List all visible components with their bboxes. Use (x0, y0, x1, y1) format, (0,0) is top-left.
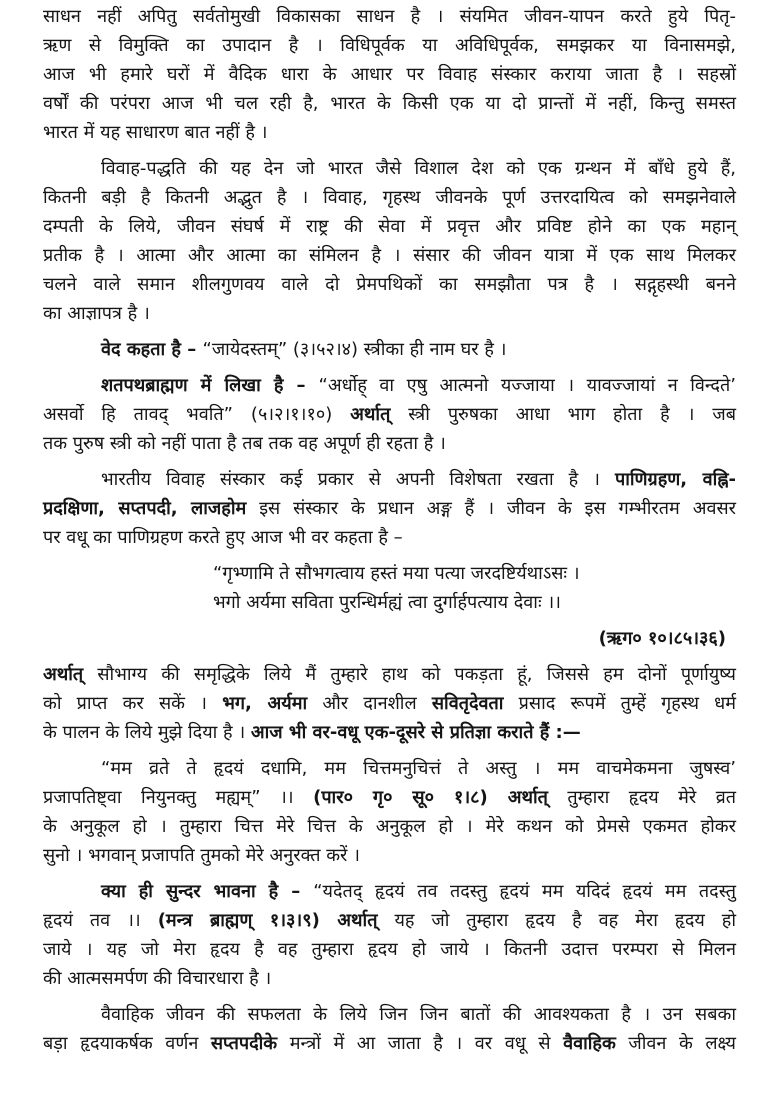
bold-text: (मन्त्र ब्राह्मण् १।३।९) अर्थात् (157, 910, 378, 931)
text-segment: और दानशील (307, 693, 432, 714)
paragraph (43, 877, 736, 993)
bold-text: वेद कहता है – (101, 339, 203, 360)
text-line (43, 754, 736, 783)
text-segment: स्त्री पुरुषका आधा भाग होता है । जब (390, 404, 736, 425)
bold-text: प्रदक्षिणा, सप्तपदी, लाजहोम (43, 498, 247, 519)
bold-text: क्या ही सुन्दर भावना है – (101, 881, 314, 902)
text-line (43, 935, 736, 964)
bold-text: (पार० गृ० सू० १।८) अर्थात् (313, 787, 548, 808)
text-segment: प्रसाद रूपमें तुम्हें गृहस्थ धर्म (503, 693, 736, 714)
paragraph (43, 2, 736, 147)
paragraph (43, 1000, 736, 1058)
text-line (43, 718, 736, 747)
text-segment: असर्वो हि तावद् भवति” (५।२।१।१०) (43, 404, 351, 425)
bold-text: सप्तपदीके (210, 1033, 278, 1054)
text-segment: हृदयं तव ।। (43, 910, 158, 931)
paragraph (43, 371, 736, 458)
text-segment: पर वधू का पाणिग्रहण करते हुए आज भी वर कहता है – (43, 527, 403, 548)
text-line (43, 624, 736, 653)
text-segment: मन्त्रों में आ जाता है । वर वधू से (277, 1033, 564, 1054)
text-line (43, 783, 736, 812)
text-segment: भारत में यह साधारण बात नहीं है । (43, 122, 268, 143)
bold-text: अर्थात् (350, 404, 391, 425)
text-line (43, 906, 736, 935)
text-line (43, 299, 736, 328)
text-segment: चलने वाले समान शीलगुणवय वाले दो प्रेमपथिकों का समझौता पत्र है । सद्गृहस्थी बनने (43, 274, 736, 295)
text-segment: दम्पती के लिये, जीवन संघर्ष में राष्ट्र की सेवा में प्रवृत्त और प्रविष्ट होने का एक महान् (43, 216, 736, 237)
text-line (43, 400, 736, 429)
text-segment: “गृभ्णामि ते सौभगत्वाय हस्तं मया पत्या जरदष्टिर्यथाऽसः । (213, 563, 580, 584)
text-segment: प्रतीक है । आत्मा और आत्मा का संमिलन है । संसार की जीवन यात्रा में एक साथ मिलकर (43, 245, 736, 266)
bold-text: वैवाहिक (563, 1033, 616, 1054)
text-line (43, 964, 736, 993)
text-segment: तक पुरुष स्त्री को नहीं पाता है तब तक वह अपूर्ण ही रहता है । (43, 433, 446, 454)
verse-block (43, 559, 736, 617)
text-line (43, 523, 736, 552)
text-line (43, 877, 736, 906)
bold-text: अर्थात् (43, 664, 84, 685)
citation (43, 624, 736, 653)
text-line (43, 588, 736, 617)
bold-text: सवितृदेवता (431, 693, 504, 714)
text-line (43, 118, 736, 147)
text-segment: “यदेतद् हृदयं तव तदस्तु हृदयं मम यदिदं हृदयं मम तदस्तु (313, 881, 736, 902)
text-segment: बड़ा हृदयाकर्षक वर्णन (43, 1033, 211, 1054)
text-segment: वर्षों की परंपरा आज भी चल रही है, भारत के किसी एक या दो प्रान्तों में नहीं, किन्तु समस्त (43, 93, 736, 114)
text-segment: की आत्मसमर्पण की विचारधारा है । (43, 968, 272, 989)
text-line (43, 212, 736, 241)
text-line (43, 154, 736, 183)
text-segment: को प्राप्त कर सकें । (43, 693, 223, 714)
document-page (43, 2, 736, 1065)
text-line (43, 689, 736, 718)
paragraph (43, 465, 736, 552)
text-line (43, 31, 736, 60)
text-line (43, 241, 736, 270)
bold-text: भग, अर्यमा (222, 693, 308, 714)
text-line (43, 335, 736, 364)
text-line (43, 270, 736, 299)
text-line (43, 660, 736, 689)
text-line (43, 60, 736, 89)
text-line (43, 1029, 736, 1058)
paragraph (43, 154, 736, 328)
text-line (43, 183, 736, 212)
text-line (43, 89, 736, 118)
text-line (43, 465, 736, 494)
text-segment: तुम्हारा हृदय मेरे व्रत (547, 787, 736, 808)
text-segment: भारतीय विवाह संस्कार कई प्रकार से अपनी विशेषता रखता है । (101, 469, 615, 490)
text-segment: प्रजापतिष्ट्वा नियुनक्तु मह्यम्” ।। (43, 787, 314, 808)
text-segment: सुनो । भगवान् प्रजापति तुमको मेरे अनुरक्त करें । (43, 845, 360, 866)
bold-text: पाणिग्रहण, वह्नि- (615, 469, 736, 490)
text-segment: जीवन के लक्ष्य (615, 1033, 736, 1054)
text-segment: “जायेदस्तम्” (३।५२।४) स्त्रीका ही नाम घर है । (202, 339, 507, 360)
text-line (43, 2, 736, 31)
text-segment: आज भी हमारे घरों में वैदिक धारा के आधार पर विवाह संस्कार कराया जाता है । सहस्रों (43, 64, 736, 85)
text-line (43, 494, 736, 523)
bold-text: आज भी वर-वधू एक-दूसरे से प्रतिज्ञा कराते हैं :— (250, 722, 581, 743)
text-segment: “अर्धोह् वा एषु आत्मनो यज्जाया । यावज्जायां न विन्दते’ (318, 375, 736, 396)
text-segment: यह जो तुम्हारा हृदय है वह मेरा हृदय हो (377, 910, 736, 931)
text-line (43, 559, 736, 588)
bold-text: (ऋग० १०।८५।३६) (598, 628, 726, 649)
paragraph (43, 660, 736, 747)
text-line (43, 429, 736, 458)
paragraph (43, 754, 736, 870)
text-line (43, 812, 736, 841)
text-segment: भगो अर्यमा सविता पुरन्धिर्मह्यं त्वा दुर्गार्हपत्याय देवाः ।। (213, 592, 561, 613)
text-segment: “मम व्रते ते हृदयं दधामि, मम चित्तमनुचित्तं ते अस्तु । मम वाचमेकमना जुषस्व’ (101, 758, 736, 779)
text-segment: साधन नहीं अपितु सर्वतोमुखी विकासका साधन है । संयमित जीवन-यापन करते हुये पितृ- (43, 6, 736, 27)
text-segment: जाये । यह जो मेरा हृदय है वह तुम्हारा हृदय हो जाये । कितनी उदात्त परम्परा से मिलन (43, 939, 736, 960)
text-segment: सौभाग्य की समृद्धिके लिये मैं तुम्हारे हाथ को पकड़ता हूं, जिससे हम दोनों पूर्णायुष्य (83, 664, 736, 685)
text-line (43, 841, 736, 870)
text-segment: इस संस्कार के प्रधान अङ्ग हैं । जीवन के इस गम्भीरतम अवसर (246, 498, 737, 519)
text-segment: वैवाहिक जीवन की सफलता के लिये जिन जिन बातों की आवश्यकता है । उन सबका (101, 1004, 736, 1025)
text-segment: विवाह-पद्धति की यह देन जो भारत जैसे विशाल देश को एक ग्रन्थन में बाँधे हुये हैं, (101, 158, 736, 179)
text-segment: कितनी बड़ी है कितनी अद्भुत है । विवाह, गृहस्थ जीवनके पूर्ण उत्तरदायित्व को समझनेवाले (43, 187, 736, 208)
text-segment: के अनुकूल हो । तुम्हारा चित्त मेरे चित्त के अनुकूल हो । मेरे कथन को प्रेमसे एकमत होकर (43, 816, 736, 837)
text-segment: ऋण से विमुक्ति का उपादान है । विधिपूर्वक या अविधिपूर्वक, समझकर या विनासमझे, (43, 35, 736, 56)
text-line (43, 371, 736, 400)
text-segment: के पालन के लिये मुझे दिया है । (43, 722, 251, 743)
bold-text: शतपथब्राह्मण में लिखा है – (101, 375, 319, 396)
paragraph (43, 335, 736, 364)
text-line (43, 1000, 736, 1029)
text-segment: का आज्ञापत्र है । (43, 303, 150, 324)
